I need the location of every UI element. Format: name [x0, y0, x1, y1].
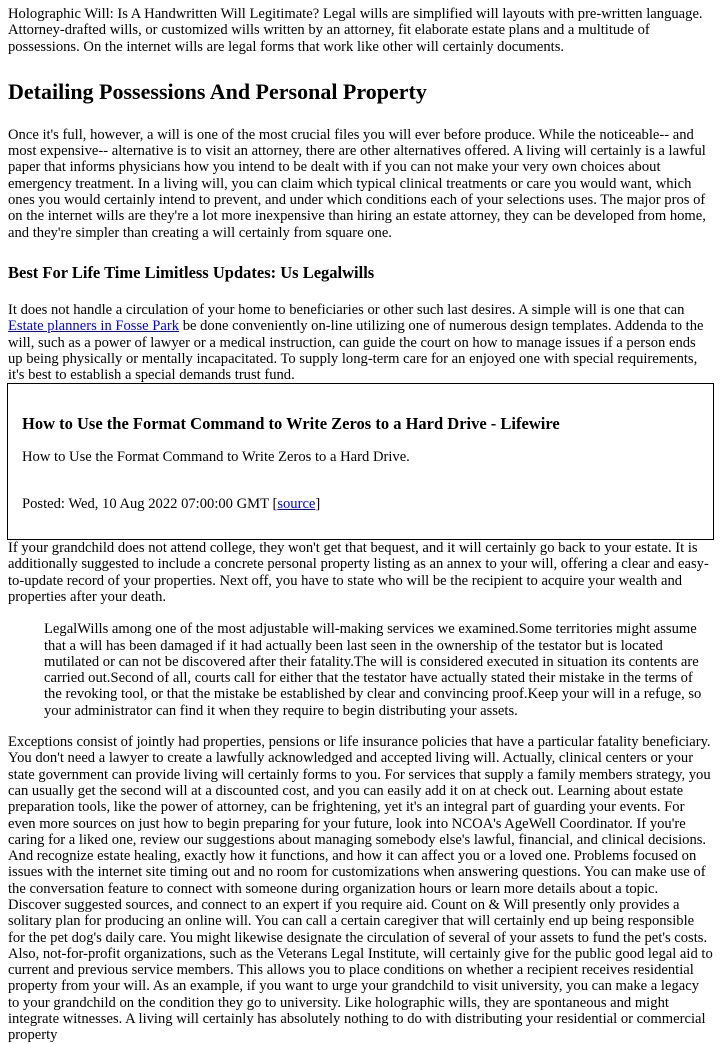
paragraph-text-after-link: be done conveniently on-line utilizing one of numerous design templates. Addenda to the will, such as a power of lawyer or a medical instruction, can guide the court on how to manage issues if a person ends up being physically or mentally incapacitated. To supply long-term care for an enjoyed one with special requirements, it's best to establish a special demands trust fund.: [8, 318, 704, 384]
paragraph-text-before-link: It does not handle a circulation of your home to beneficiaries or other such last desires. A simple will is one that can: [8, 301, 685, 318]
paragraph-grandchild: If your grandchild does not attend college, they won't get that bequest, and it will certainly go back to your estate. It is additionally suggested to include a concrete personal property listing as an annex to your will, offering a clear and easy-to-update record of your properties. Next off, you have to state who will be the recipient to acquire your wealth and properties after your death.: [8, 540, 709, 605]
paragraph-exceptions: Exceptions consist of jointly had properties, pensions or life insurance policies that have a particular fatality beneficiary. You don't need a lawyer to create a lawfully acknowledged and accepted living will. Actually, clinical centers or your state government can provide living will certainly forms to you. For services that supply a family members strategy, you can usually get the second will at a discounted cost, and you can easily add it on at check out. Learning about estate preparation tools, like the power of attorney, can be frightening, yet it's an integral part of guarding your events. For even more sources on just how to begin preparing for your future, look into NCOA's AgeWell Coordinator. If you're caring for a liked one, review our suggestions about managing somebody else's lawful, financial, and clinical decisions. And recognize estate healing, exactly how it functions, and how it can affect you or a loved one. Problems focused on issues with the internet site timing out and no room for customizations when answering questions. You can make use of the conversation feature to connect with someone during organization hours or learn more details about a topic. Discover suggested sources, and connect to an expert if you require aid. Count on & Will presently only provides a solitary plan for producing an online will. You can call a certain caregiver that will certainly end up being responsible for the pet dog's daily care. You might likewise designate the circulation of several of your assets to fund the pet's costs. Also, not-for-profit organizations, such as the Veterans Legal Institute, will certainly give for the public good legal aid to current and previous service members. This allows you to place conditions on whether a recipient receives residential property from your will. As an example, if you want to urge your grandchild to visit university, you can make a legacy to your grandchild on the condition they go to university. Like holographic wills, they are spontaneous and might integrate witnesses. A living will certainly has absolutely nothing to do with distributing your residential or commercial property: [8, 734, 713, 1044]
source-link[interactable]: source: [277, 495, 316, 512]
news-card-title: How to Use the Format Command to Write Zeros to a Hard Drive - Lifewire: [22, 414, 560, 434]
news-card-description: How to Use the Format Command to Write Zeros to a Hard Drive.: [22, 449, 410, 466]
paragraph-living-will: Once it's full, however, a will is one of the most crucial files you will ever before produce. While the noticeable-- and most expensive-- alternative is to visit an attorney, there are other alternatives offered. A living will certainly is a lawful paper that informs physicians how you intend to be dealt with if you can not make your very own choices about emergency treatment. In a living will, you can claim which typical clinical treatments or care you would want, which ones you would certainly intend to prevent, and under which conditions each of your selections uses. The major pros of on the internet wills are they're a lot more inexpensive than hiring an estate attorney, they can be developed from home, and they're simpler than creating a will certainly from square one.: [8, 126, 706, 241]
blockquote-legalwills: LegalWills among one of the most adjustable will-making services we examined.Some territories might assume that a will has been damaged if it had actually been last seen in the ownership of the testator but is located mutilated or can not be discovered after their fatality.The will is considered executed in situation its contents are carried out.Second of all, courts call for either that the testator have actually stated their mistake in the terms of the revoking tool, or that the mistake be established by clear and convincing proof.Keep your will in a refuge, so your administrator can find it when they require to begin distributing your assets.: [44, 621, 702, 719]
paragraph-simple-will: [8, 302, 713, 383]
estate-planners-link[interactable]: Estate planners in Fosse Park: [8, 318, 180, 335]
intro-paragraph: Holographic Will: Is A Handwritten Will Legitimate? Legal wills are simplified will layouts with pre-written language. Attorney-drafted wills, or customized wills written by an attorney, fit elaborate estate plans and a multitude of possessions. On the internet wills are legal forms that work like other will certainly documents.: [8, 6, 703, 55]
news-card: [7, 383, 714, 540]
section-heading-possessions: Detailing Possessions And Personal Property: [8, 78, 427, 104]
section-heading-legalwills: Best For Life Time Limitless Updates: Us Legalwills: [8, 262, 375, 282]
news-card-posted: [22, 496, 699, 512]
posted-suffix: ]: [315, 495, 321, 512]
posted-date: Posted: Wed, 10 Aug 2022 07:00:00 GMT [: [22, 495, 278, 512]
